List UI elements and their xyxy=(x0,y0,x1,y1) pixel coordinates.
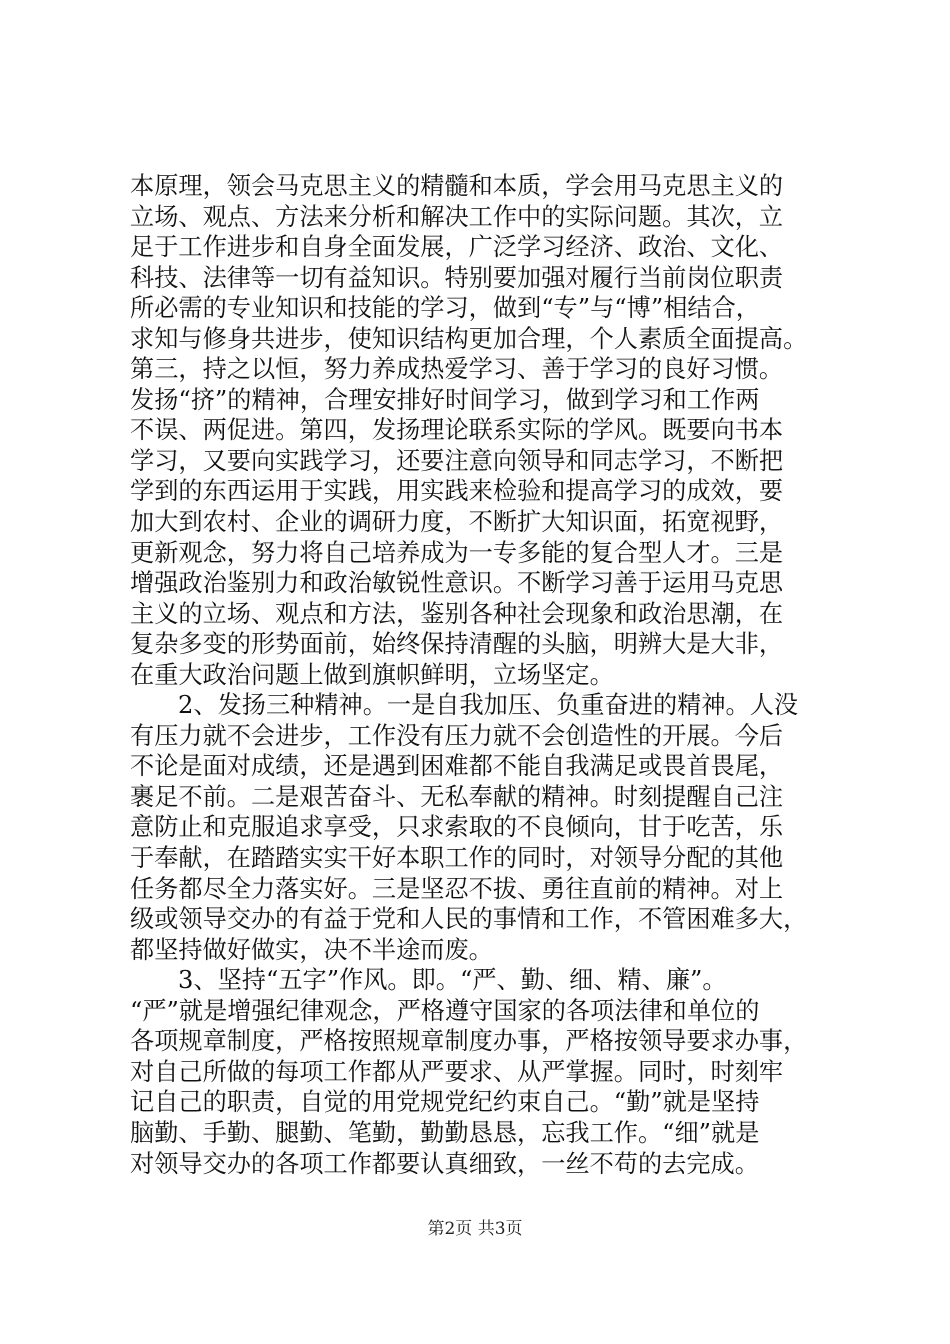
text-line: 加大到农村、企业的调研力度，不断扩大知识面，拓宽视野， xyxy=(130,508,784,537)
text-line: 不误、两促进。第四，发扬理论联系实际的学风。既要向书本 xyxy=(130,416,784,445)
text-line: 在重大政治问题上做到旗帜鲜明，立场坚定。 xyxy=(130,660,614,689)
text-line: 对领导交办的各项工作都要认真细致，一丝不苟的去完成。 xyxy=(130,1149,759,1178)
text-line: 学到的东西运用于实践，用实践来检验和提高学习的成效，要 xyxy=(130,477,784,506)
text-line: 科技、法律等一切有益知识。特别要加强对履行当前岗位职责 xyxy=(130,263,784,292)
text-line: 求知与修身共进步，使知识结构更加合理，个人素质全面提高。 xyxy=(130,324,808,353)
text-line: 记自己的职责，自觉的用党规党纪约束自己。“勤”就是坚持 xyxy=(130,1088,760,1117)
text-line: 裹足不前。二是艰苦奋斗、无私奉献的精神。时刻提醒自己注 xyxy=(130,782,784,811)
text-line: 对自己所做的每项工作都从严要求、从严掌握。同时，时刻牢 xyxy=(130,1057,784,1086)
text-line: 级或领导交办的有益于党和人民的事情和工作，不管困难多大， xyxy=(130,905,808,934)
text-line: 有压力就不会进步，工作没有压力就不会创造性的开展。今后 xyxy=(130,721,784,750)
text-line: 增强政治鉴别力和政治敏锐性意识。不断学习善于运用马克思 xyxy=(130,569,784,598)
text-line: 2、发扬三种精神。一是自我加压、负重奋进的精神。人没 xyxy=(178,691,799,720)
text-line: 所必需的专业知识和技能的学习，做到“专”与“博”相结合， xyxy=(130,294,760,323)
text-line: 都坚持做好做实，决不半途而废。 xyxy=(130,935,493,964)
body-text xyxy=(130,171,850,1179)
text-line: 主义的立场、观点和方法，鉴别各种社会现象和政治思潮，在 xyxy=(130,599,784,628)
text-line: 立场、观点、方法来分析和解决工作中的实际问题。其次，立 xyxy=(130,202,784,231)
text-line: 3、坚持“五字”作风。即。“严、勤、细、精、廉”。 xyxy=(178,966,727,995)
text-line: 复杂多变的形势面前，始终保持清醒的头脑，明辨大是大非， xyxy=(130,630,784,659)
text-line: 任务都尽全力落实好。三是坚忍不拔、勇往直前的精神。对上 xyxy=(130,874,784,903)
text-line: 意防止和克服追求享受，只求索取的不良倾向，甘于吃苦，乐 xyxy=(130,813,784,842)
text-line: 学习，又要向实践学习，还要注意向领导和同志学习，不断把 xyxy=(130,446,784,475)
text-line: 更新观念，努力将自己培养成为一专多能的复合型人才。三是 xyxy=(130,538,784,567)
text-line: “严”就是增强纪律观念，严格遵守国家的各项法律和单位的 xyxy=(130,996,760,1025)
text-line: 第三，持之以恒，努力养成热爱学习、善于学习的良好习惯。 xyxy=(130,355,784,384)
text-line: 本原理，领会马克思主义的精髓和本质，学会用马克思主义的 xyxy=(130,172,784,200)
page-number-footer: 第2页 共3页 xyxy=(427,1219,523,1239)
text-line: 脑勤、手勤、腿勤、笔勤，勤勤恳恳，忘我工作。“细”就是 xyxy=(130,1118,760,1147)
text-line: 于奉献，在踏踏实实干好本职工作的同时，对领导分配的其他 xyxy=(130,844,784,873)
text-line: 各项规章制度，严格按照规章制度办事，严格按领导要求办事， xyxy=(130,1027,808,1056)
text-line: 发扬“挤”的精神，合理安排好时间学习，做到学习和工作两 xyxy=(130,385,760,414)
text-line: 不论是面对成绩，还是遇到困难都不能自我满足或畏首畏尾， xyxy=(130,752,784,781)
text-line: 足于工作进步和自身全面发展，广泛学习经济、政治、文化、 xyxy=(130,233,784,262)
